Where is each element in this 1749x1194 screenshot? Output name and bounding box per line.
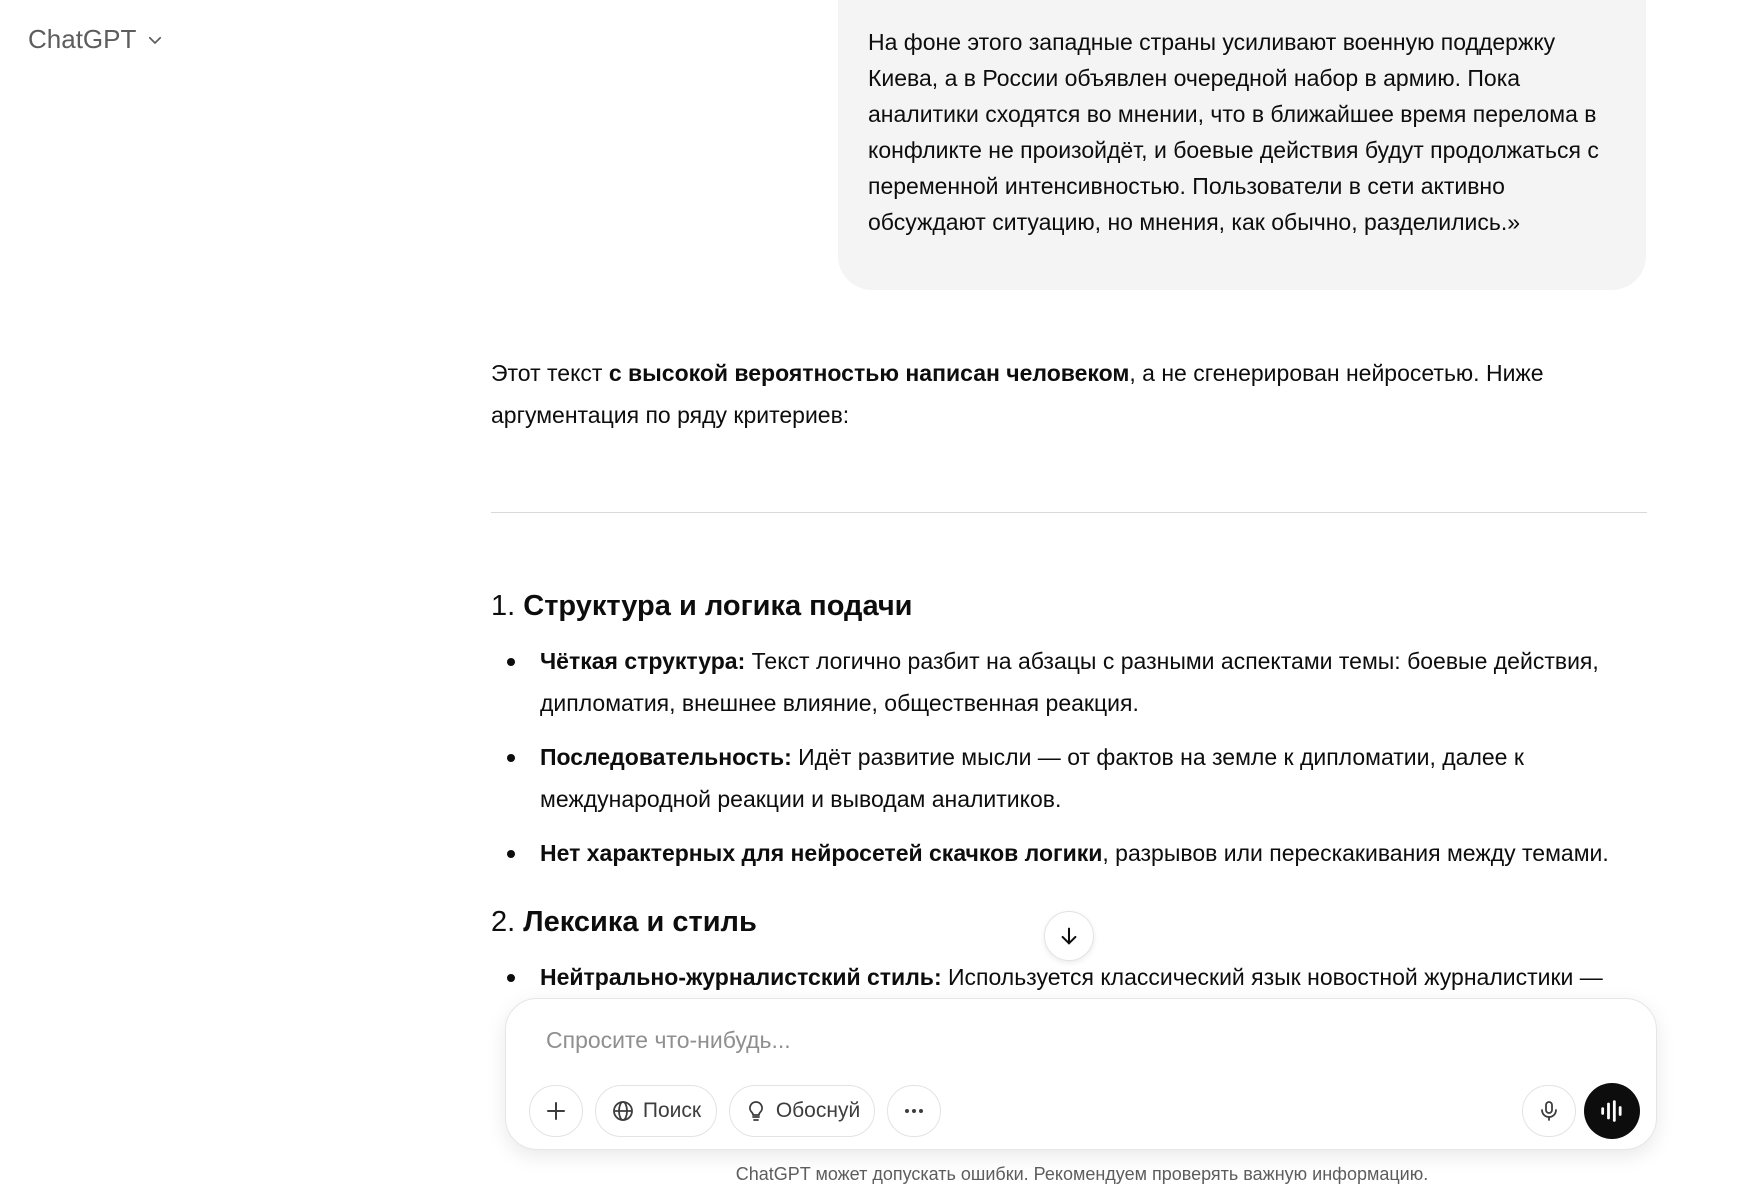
scroll-to-bottom-button[interactable] (1044, 911, 1094, 961)
list-item (491, 956, 1651, 998)
user-message-bubble (838, 0, 1646, 290)
attach-button[interactable] (529, 1085, 583, 1137)
list-item-text: Используется классический язык новостной журналистики — (941, 964, 1603, 990)
list-item-bold: Нет характерных для нейросетей скачков логики (540, 840, 1103, 866)
model-name: ChatGPT (28, 24, 137, 54)
voice-mode-button[interactable] (1584, 1083, 1640, 1139)
list-item-text: Идёт развитие мысли — от фактов на земле к дипломатии, далее к международной реакции и выводам аналитиков. (540, 744, 1524, 812)
list-item-bold: Последовательность: (540, 744, 792, 770)
chevron-down-icon (146, 31, 164, 49)
list-item-bold: Нейтрально-журналистский стиль: (540, 964, 942, 990)
dictate-button[interactable] (1522, 1085, 1576, 1137)
disclaimer-text: ChatGPT может допускать ошибки. Рекомендуем проверять важную информацию. (735, 1164, 1429, 1184)
user-message-text: На фоне этого западные страны усиливают военную поддержку Киева, а в России объявлен очередной набор в армию. Пока аналитики сходятся во мнении, что в ближайшее время перелома в конфликте не произойдёт, и боевые действия будут продолжаться с переменной интенсивностью. Пользователи в сети активно обсуждают ситуацию, но мнения, как обычно, разделились.» (868, 29, 1599, 235)
list-item-bold: Чёткая структура: (540, 648, 746, 674)
assistant-intro-paragraph (491, 352, 1647, 436)
list-item-text: Текст логично разбит на абзацы с разными аспектами темы: боевые действия, дипломатия, внешнее влияние, общественная реакция. (540, 648, 1599, 716)
section-1-list (491, 640, 1651, 886)
model-selector[interactable] (28, 24, 164, 55)
intro-text-end: , а не сгенерирован нейросетью. Ниже аргументация по ряду критериев: (491, 360, 1544, 428)
reason-button-label: Обоснуй (775, 1099, 861, 1122)
arrow-down-icon (1058, 925, 1080, 947)
section-heading-1 (491, 586, 913, 626)
search-button-label: Поиск (642, 1099, 702, 1122)
horizontal-divider (491, 512, 1647, 513)
section-number: 1. (491, 590, 516, 622)
list-item (491, 640, 1651, 724)
more-dots-icon (902, 1099, 926, 1123)
composer (505, 998, 1657, 1150)
section-heading-2 (491, 902, 757, 942)
prompt-input[interactable] (544, 1019, 1608, 1061)
lightbulb-icon (744, 1099, 768, 1123)
plus-icon (544, 1099, 568, 1123)
assistant-intro (491, 352, 1647, 436)
list-item (491, 832, 1651, 874)
intro-text-bold: с высокой вероятностью написан человеком (608, 360, 1130, 386)
globe-icon (611, 1099, 635, 1123)
intro-text-start: Этот текст (491, 360, 609, 386)
list-item-text: , разрывов или перескакивания между темами. (1102, 840, 1609, 866)
voice-waveform-icon (1598, 1097, 1626, 1125)
microphone-icon (1537, 1099, 1561, 1123)
section-title: Лексика и стиль (523, 906, 757, 938)
more-tools-button[interactable] (887, 1085, 941, 1137)
section-title: Структура и логика подачи (523, 590, 913, 622)
reason-button[interactable] (729, 1085, 875, 1137)
search-button[interactable] (595, 1085, 717, 1137)
section-number: 2. (491, 906, 516, 938)
list-item (491, 736, 1651, 820)
